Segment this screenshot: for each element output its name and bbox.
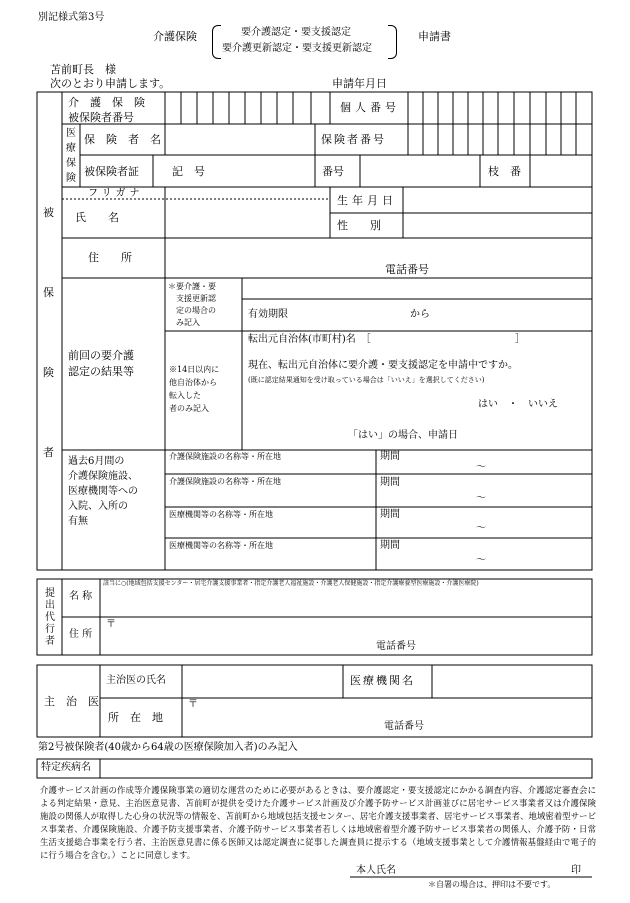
stay-row-3-label: 医療機関等の名称等・所在地 xyxy=(169,510,273,519)
stay-row-2-label: 介護保険施設の名称等・所在地 xyxy=(169,477,281,486)
doctor-side-label: 主 治 医 xyxy=(44,695,99,708)
agent-side-label: 提 出 代 行 者 xyxy=(45,588,55,647)
agent-postal-mark: 〒 xyxy=(106,619,116,630)
previous-result-label: 前回の要介護 認定の結果等 xyxy=(68,349,134,378)
birthdate-label: 生年月日 xyxy=(337,194,397,207)
personal-number-label: 個人番号 xyxy=(340,101,400,114)
validity-from: から xyxy=(410,309,430,320)
renewal-note: ＊要介護・要 支援更新認 定の場合の み記入 xyxy=(168,282,216,327)
doctor-postal-mark: 〒 xyxy=(188,699,198,710)
certificate-label: 被保険者証 xyxy=(84,165,139,178)
agent-address-label: 住 所 xyxy=(69,629,93,640)
doctor-name-label: 主治医の氏名 xyxy=(106,675,166,686)
doctor-phone-label: 電話番号 xyxy=(384,721,424,732)
past-stays-label: 過去6月間の 介護保険施設、 医療機関等への 入院、入所の 有無 xyxy=(68,456,138,527)
stay-row-3-period: 期間 xyxy=(380,509,400,520)
title-line-1: 要介護認定・要支援認定 xyxy=(241,27,351,38)
stay-row-4-tilde: ～ xyxy=(476,555,486,566)
stay-row-2-tilde: ～ xyxy=(476,493,486,504)
origin-label: 転出元自治体(市町村)名 ［ xyxy=(248,334,371,345)
side-char-2: 保 xyxy=(43,286,54,299)
lead-text: 次のとおり申請します。 xyxy=(50,77,171,90)
side-char-4: 者 xyxy=(43,446,54,459)
address-label: 住 所 xyxy=(88,251,132,264)
institution-label: 医療機関名 xyxy=(350,674,415,687)
side-char-3: 険 xyxy=(43,366,54,379)
agent-type-note: 該当に○(地域包括支援センター・居宅介護支援事業者・指定介護老人福祉施設・介護老人保健施設・指定介護療養型医療施設・介護医療院) xyxy=(103,580,479,587)
insurer-name-label: 保 険 者 名 xyxy=(84,133,161,146)
doctor-address-label: 所 在 地 xyxy=(108,711,163,724)
seal-mark: 印 xyxy=(571,865,581,876)
insured-number-label: 介 護 保 険 被保険者番号 xyxy=(68,96,145,124)
yes-no-choice[interactable]: はい ・ いいえ xyxy=(478,399,558,410)
furigana-label: フリガナ xyxy=(88,188,144,199)
application-label: 申請書 xyxy=(418,30,451,43)
insurer-number-label: 保険者番号 xyxy=(321,133,386,146)
stay-row-4-label: 医療機関等の名称等・所在地 xyxy=(169,541,273,550)
sign-label: 記 号 xyxy=(172,165,205,178)
sex-label: 性 別 xyxy=(337,219,381,232)
form-number: 別記様式第3号 xyxy=(38,12,105,23)
date-label: 申請年月日 xyxy=(332,77,387,90)
side-char-1: 被 xyxy=(43,206,54,219)
pending-question: 現在、転出元自治体に要介護・要支援認定を申請中ですか。 xyxy=(248,360,518,371)
pending-note: (既に認定結果通知を受け取っている場合は「いいえ」を選択してください) xyxy=(248,376,485,384)
name-label: 氏 名 xyxy=(75,211,119,224)
agent-phone-label: 電話番号 xyxy=(376,641,416,652)
transfer-note: ※14日以内に 他自治体から 転入した 者のみ記入 xyxy=(169,365,220,413)
stay-row-1-label: 介護保険施設の名称等・所在地 xyxy=(169,452,281,461)
stay-row-1-period: 期間 xyxy=(380,451,400,462)
insurance-label: 介護保険 xyxy=(153,30,197,43)
stay-row-1-tilde: ～ xyxy=(476,462,486,473)
validity-label: 有効期限 xyxy=(248,309,288,320)
stay-row-2-period: 期間 xyxy=(380,477,400,488)
disease-label: 特定疾病名 xyxy=(41,762,91,773)
branch-label: 枝 番 xyxy=(488,165,521,178)
signature-label: 本人氏名 xyxy=(356,865,396,876)
consent-text: 介護サービス計画の作成等介護保険事業の適切な運営のために必要があるときは、要介護認定・要支援認定にかかる調査内容、介護認定審査会による判定結果・意見、主治医意見書、苫前町が提供を受けた介護サービス計画及び介護予防サービス計画並びに居宅サービス事業者又は介護保険施設の関係人が取得した心身の状況等の情報を、苫前町から地域包括支援センター、居宅介護支援事業者、居宅サービス事業者、地域密着型サービス事業者、介護保険施設、介護予防支援事業者、介護予防サービス事業者若しくは地域密着型介護予防サービス事業者の関係人、介護予防・日常生活支援総合事業を行う者、主治医意見書に係る医師又は認定調査に従事した調査員に提示する（地域支援事業として介護情報基盤経由で電子的に行う場合を含む。）ことに同意します。 xyxy=(40,785,596,860)
seal-note: ＊自署の場合は、押印は不要です。 xyxy=(428,880,556,889)
yes-application-date-label: 「はい」の場合、申請日 xyxy=(348,430,458,441)
title-bracket-left xyxy=(212,25,221,59)
second-insured-heading: 第2号被保険者(40歳から64歳の医療保険加入者)のみ記入 xyxy=(38,742,298,753)
title-line-2: 要介護更新認定・要支援更新認定 xyxy=(222,43,372,54)
agent-name-label: 名 称 xyxy=(69,591,93,602)
title-bracket-right xyxy=(388,25,397,59)
number-label: 番号 xyxy=(322,165,344,178)
origin-close: ］ xyxy=(515,334,525,345)
medical-insurance-label: 医 療 保 険 xyxy=(66,128,76,184)
stay-row-4-period: 期間 xyxy=(380,540,400,551)
addressee: 苫前町長 様 xyxy=(50,63,116,76)
applicant-phone-label: 電話番号 xyxy=(385,263,429,276)
stay-row-3-tilde: ～ xyxy=(476,523,486,534)
